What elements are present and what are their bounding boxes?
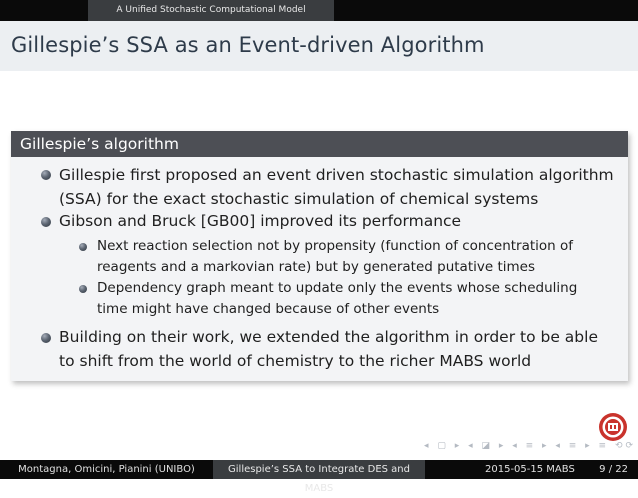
- page-title: Gillespie’s SSA as an Event-driven Algorithm: [11, 33, 485, 57]
- footer-right: [425, 460, 638, 479]
- list-item: [59, 325, 598, 373]
- footer-short-title: Gillespie’s SSA to Integrate DES and MABS: [213, 460, 425, 479]
- bullet-icon: [79, 243, 87, 251]
- section-tab[interactable]: A Unified Stochastic Computational Model: [88, 0, 334, 21]
- university-seal-icon: [598, 412, 628, 442]
- list-item-line: Next reaction selection not by propensity (function of concentration of: [97, 238, 574, 254]
- list-item-line: reagents and a markovian rate) but by generated putative times: [97, 259, 535, 275]
- list-item: [59, 163, 614, 211]
- list-item-line: Dependency graph meant to update only the events whose scheduling: [97, 280, 578, 296]
- bullet-icon: [41, 217, 51, 227]
- block-title: Gillespie’s algorithm: [11, 131, 628, 157]
- list-item: [59, 209, 461, 233]
- list-item-line: (SSA) for the exact stochastic simulation of chemical systems: [59, 190, 539, 208]
- page-number: 9 / 22: [599, 464, 628, 475]
- footer-bar: [0, 460, 638, 494]
- list-item-line: Gillespie first proposed an event driven stochastic simulation algorithm: [59, 166, 614, 184]
- sub-list-item: [97, 278, 577, 320]
- bullet-icon: [79, 285, 87, 293]
- frame-title-bar: [0, 21, 638, 71]
- algorithm-block: [11, 131, 628, 381]
- header-bar: [0, 0, 638, 21]
- list-item-line: time might have changed because of other events: [97, 301, 440, 317]
- footer-authors: Montagna, Omicini, Pianini (UNIBO): [18, 464, 195, 475]
- bullet-icon: [41, 170, 51, 180]
- list-item-line: Gibson and Bruck [GB00] improved its performance: [59, 212, 462, 230]
- navigation-symbols[interactable]: ◂ ▢ ▸ ◂ ◪ ▸ ◂ ≡ ▸ ◂ ≡ ▸ ≡ ⟲⟳: [424, 441, 637, 451]
- list-item-line: Building on their work, we extended the algorithm in order to be able: [59, 328, 598, 346]
- footer-date: 2015-05-15 MABS: [485, 464, 575, 475]
- sub-list-item: [97, 236, 573, 278]
- bullet-icon: [41, 333, 51, 343]
- list-item-line: to shift from the world of chemistry to the richer MABS world: [59, 352, 532, 370]
